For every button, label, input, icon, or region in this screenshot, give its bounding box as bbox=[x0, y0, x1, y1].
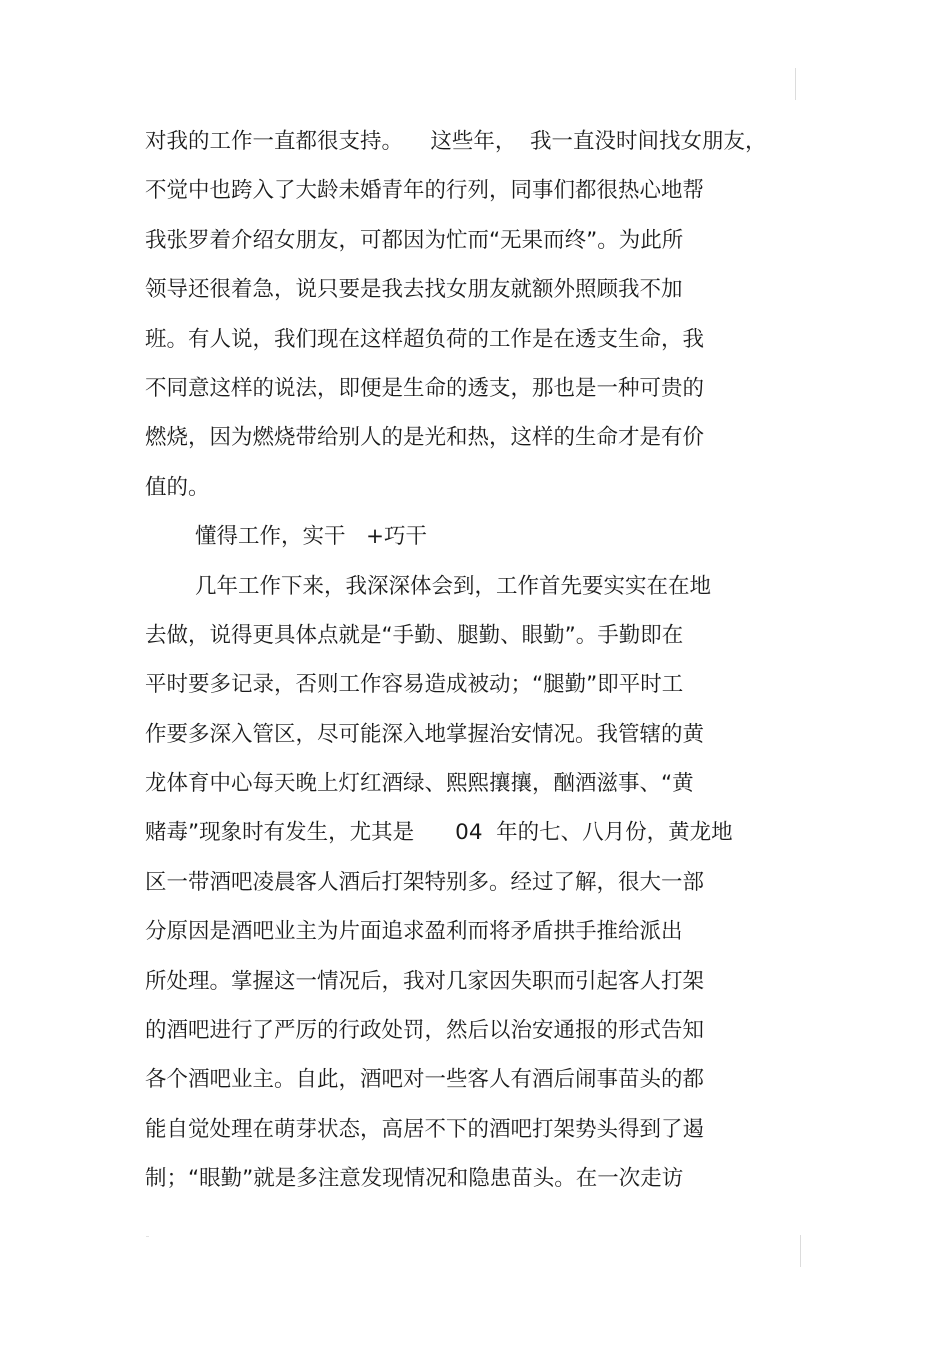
text-line: 各个酒吧业主。自此，酒吧对一些客人有酒后闹事苗头的都 bbox=[145, 1067, 705, 1093]
page-corner-mark-top bbox=[795, 68, 796, 100]
text-line: 赌毒”现象时有发生，尤其是 04 年的七、八月份，黄龙地 bbox=[145, 820, 733, 846]
text-line: 不觉中也跨入了大龄未婚青年的行列，同事们都很热心地帮 bbox=[145, 178, 705, 204]
text-line: 班。有人说，我们现在这样超负荷的工作是在透支生命，我 bbox=[145, 326, 705, 352]
text-line: 能自觉处理在萌芽状态，高居不下的酒吧打架势头得到了遏 bbox=[145, 1116, 705, 1142]
page-corner-mark-bottom bbox=[800, 1235, 801, 1267]
section-heading: 懂得工作，实干 +巧干 bbox=[195, 524, 428, 550]
text-line: 作要多深入管区，尽可能深入地掌握治安情况。我管辖的黄 bbox=[145, 721, 705, 747]
text-line: 去做，说得更具体点就是“手勤、腿勤、眼勤”。手勤即在 bbox=[145, 622, 684, 648]
text-line: 领导还很着急，说只要是我去找女朋友就额外照顾我不加 bbox=[145, 277, 683, 303]
paragraph-first-line: 几年工作下来，我深深体会到，工作首先要实实在在地 bbox=[195, 573, 712, 599]
text-line: 我张罗着介绍女朋友，可都因为忙而“无果而终”。为此所 bbox=[145, 227, 684, 253]
text-line: 分原因是酒吧业主为片面追求盈利而将矛盾拱手推给派出 bbox=[145, 919, 683, 945]
text-line: 制；“眼勤”就是多注意发现情况和隐患苗头。在一次走访 bbox=[145, 1166, 684, 1192]
text-line: 平时要多记录，否则工作容易造成被动；“腿勤”即平时工 bbox=[145, 672, 684, 698]
text-line: 值的。 bbox=[145, 474, 210, 500]
body-text bbox=[145, 124, 805, 1211]
text-line: 对我的工作一直都很支持。 这些年， 我一直没时间找女朋友， bbox=[145, 129, 767, 154]
text-line: 龙体育中心每天晚上灯红酒绿、熙熙攘攘，酗酒滋事、“黄 bbox=[145, 771, 694, 797]
text-line: 燃烧，因为燃烧带给别人的是光和热，这样的生命才是有价 bbox=[145, 425, 705, 451]
page-corner-dot bbox=[146, 1236, 149, 1237]
text-line: 所处理。掌握这一情况后，我对几家因失职而引起客人打架 bbox=[145, 968, 705, 994]
text-line: 的酒吧进行了严厉的行政处罚，然后以治安通报的形式告知 bbox=[145, 1018, 705, 1044]
text-line: 不同意这样的说法，即便是生命的透支，那也是一种可贵的 bbox=[145, 375, 705, 401]
text-line: 区一带酒吧凌晨客人酒后打架特别多。经过了解，很大一部 bbox=[145, 869, 705, 895]
